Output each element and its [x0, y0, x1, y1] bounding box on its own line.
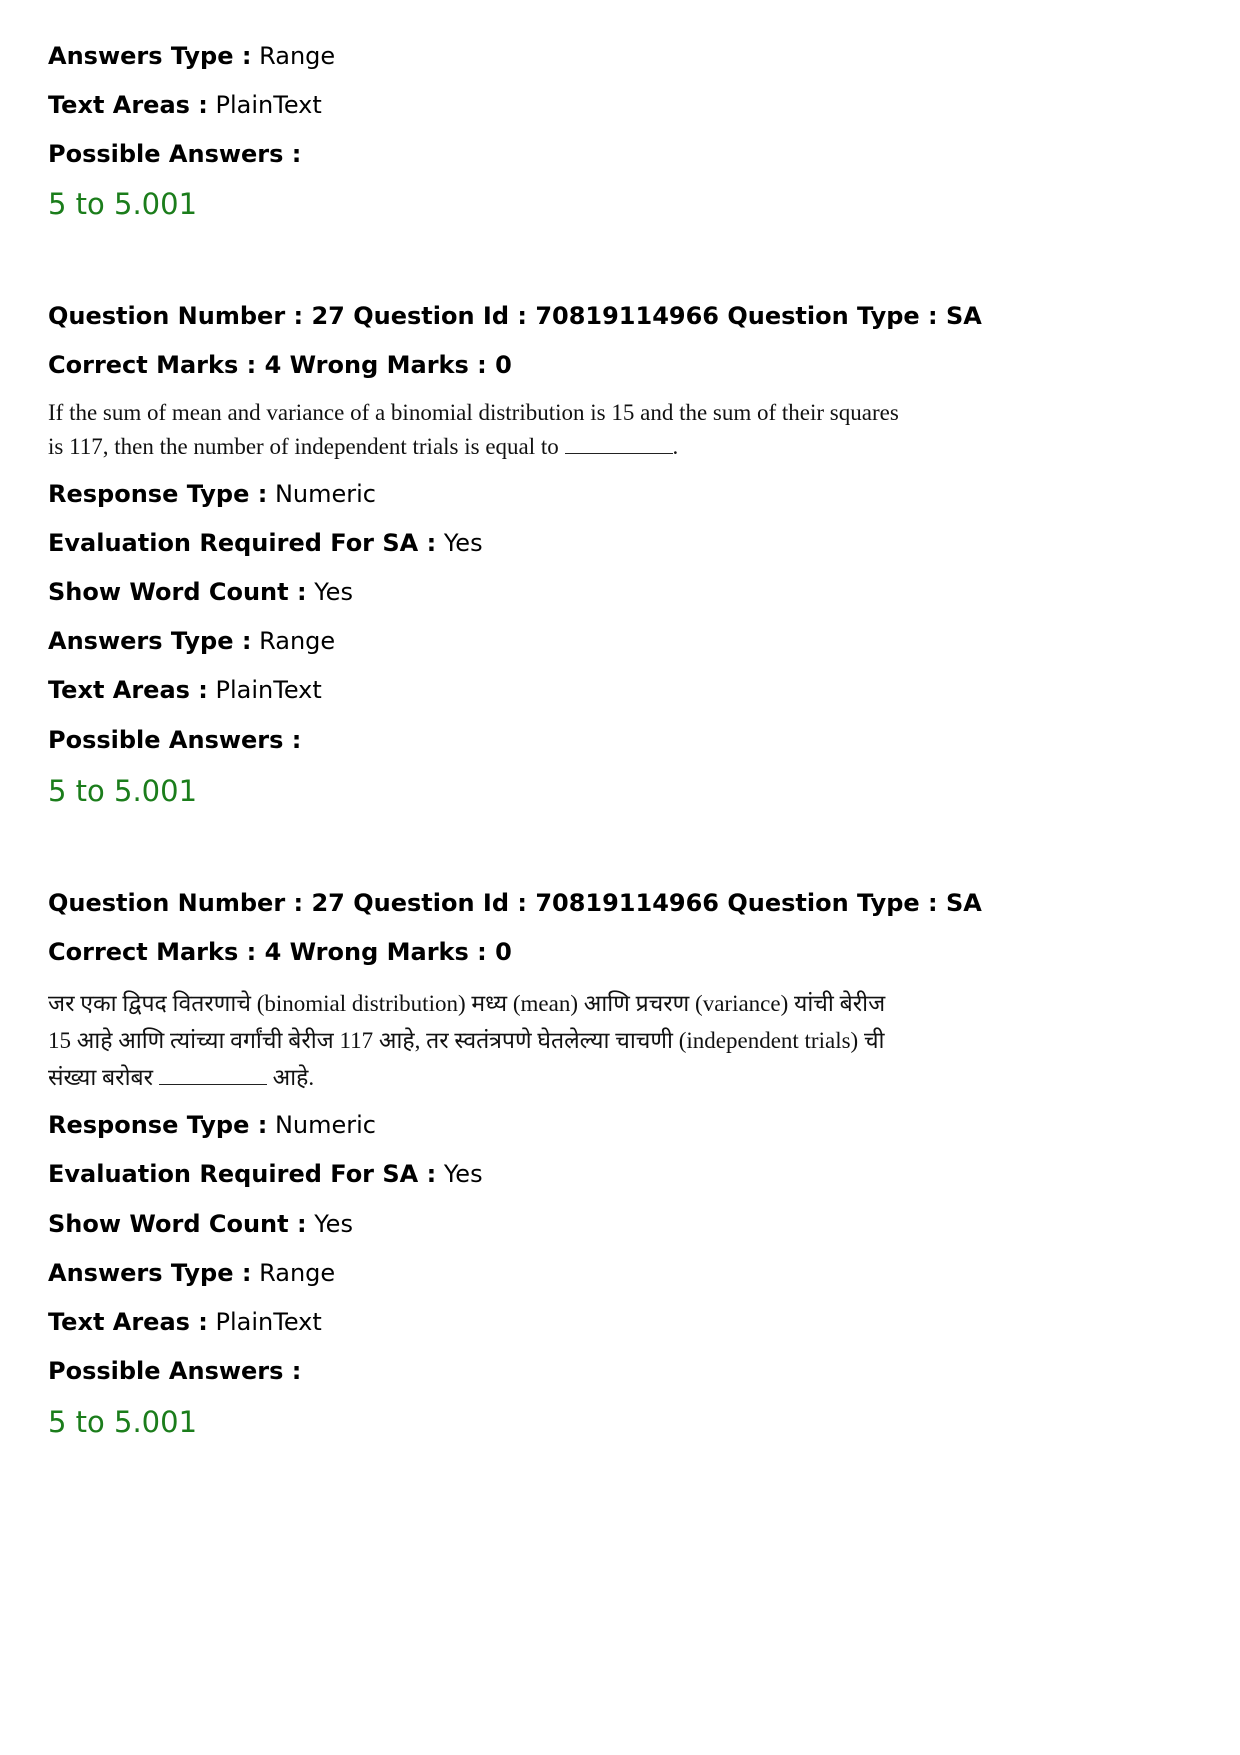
- question-text-line: is 117, then the number of independent trials is equal to: [48, 434, 559, 459]
- evaluation-required-line: [48, 1158, 483, 1190]
- text-areas-line: [48, 674, 322, 706]
- show-word-count-line: [48, 1208, 353, 1240]
- question-text-line: आहे.: [272, 1065, 315, 1090]
- possible-answers-value: 5 to 5.001: [48, 1405, 198, 1439]
- evaluation-required-label: Evaluation Required For SA :: [48, 529, 437, 557]
- possible-answers-line: [48, 1355, 301, 1387]
- answers-type-value: Range: [259, 42, 336, 70]
- marks-line: [48, 936, 512, 968]
- marks-text: Correct Marks : 4 Wrong Marks : 0: [48, 351, 512, 379]
- possible-answers-line: [48, 138, 301, 170]
- question-text-image: [48, 985, 885, 1096]
- show-word-count-label: Show Word Count :: [48, 578, 307, 606]
- response-type-label: Response Type :: [48, 480, 268, 508]
- marks-text: Correct Marks : 4 Wrong Marks : 0: [48, 938, 512, 966]
- evaluation-required-value: Yes: [443, 1160, 483, 1188]
- question-text-line: जर एका द्विपद वितरणाचे (binomial distribution) मध्य (mean) आणि प्रचरण (variance) यांची बेरीज: [48, 991, 886, 1016]
- possible-answers-label: Possible Answers :: [48, 140, 302, 168]
- answers-type-label: Answers Type :: [48, 42, 252, 70]
- text-areas-line: [48, 89, 322, 121]
- possible-answers-value: 5 to 5.001: [48, 774, 198, 808]
- answers-type-value: Range: [259, 627, 336, 655]
- show-word-count-label: Show Word Count :: [48, 1210, 307, 1238]
- text-areas-label: Text Areas :: [48, 1308, 208, 1336]
- answer-blank: [159, 1083, 267, 1085]
- question-text-image: [48, 396, 899, 464]
- answers-type-line: [48, 625, 335, 657]
- question-header-text: Question Number : 27 Question Id : 70819114966 Question Type : SA: [48, 302, 982, 330]
- question-header-text: Question Number : 27 Question Id : 70819114966 Question Type : SA: [48, 889, 982, 917]
- show-word-count-line: [48, 576, 353, 608]
- text-areas-label: Text Areas :: [48, 91, 208, 119]
- answers-type-label: Answers Type :: [48, 1259, 252, 1287]
- answer-blank: [565, 452, 673, 454]
- answers-type-label: Answers Type :: [48, 627, 252, 655]
- possible-answers-label: Possible Answers :: [48, 726, 302, 754]
- answers-type-line: [48, 40, 335, 72]
- response-type-line: [48, 1109, 376, 1141]
- question-header: [48, 887, 982, 919]
- question-text-line: If the sum of mean and variance of a binomial distribution is 15 and the sum of their squares: [48, 400, 899, 425]
- text-areas-value: PlainText: [215, 91, 322, 119]
- response-type-value: Numeric: [274, 480, 376, 508]
- question-text-line: 15 आहे आणि त्यांच्या वर्गांची बेरीज 117 आहे, तर स्वतंत्रपणे घेतलेल्या चाचणी (independent trials) ची: [48, 1028, 885, 1053]
- text-areas-label: Text Areas :: [48, 676, 208, 704]
- evaluation-required-label: Evaluation Required For SA :: [48, 1160, 437, 1188]
- show-word-count-value: Yes: [314, 578, 353, 606]
- marks-line: [48, 349, 512, 381]
- response-type-line: [48, 478, 376, 510]
- possible-answers-label: Possible Answers :: [48, 1357, 302, 1385]
- question-text-line: .: [672, 434, 679, 459]
- answers-type-value: Range: [259, 1259, 336, 1287]
- possible-answers-value: 5 to 5.001: [48, 187, 198, 221]
- evaluation-required-value: Yes: [443, 529, 483, 557]
- text-areas-line: [48, 1306, 322, 1338]
- question-text-line: संख्या बरोबर: [48, 1065, 154, 1090]
- response-type-label: Response Type :: [48, 1111, 268, 1139]
- text-areas-value: PlainText: [215, 676, 322, 704]
- possible-answers-line: [48, 724, 301, 756]
- question-header: [48, 300, 982, 332]
- show-word-count-value: Yes: [314, 1210, 353, 1238]
- text-areas-value: PlainText: [215, 1308, 322, 1336]
- response-type-value: Numeric: [274, 1111, 376, 1139]
- evaluation-required-line: [48, 527, 483, 559]
- answers-type-line: [48, 1257, 335, 1289]
